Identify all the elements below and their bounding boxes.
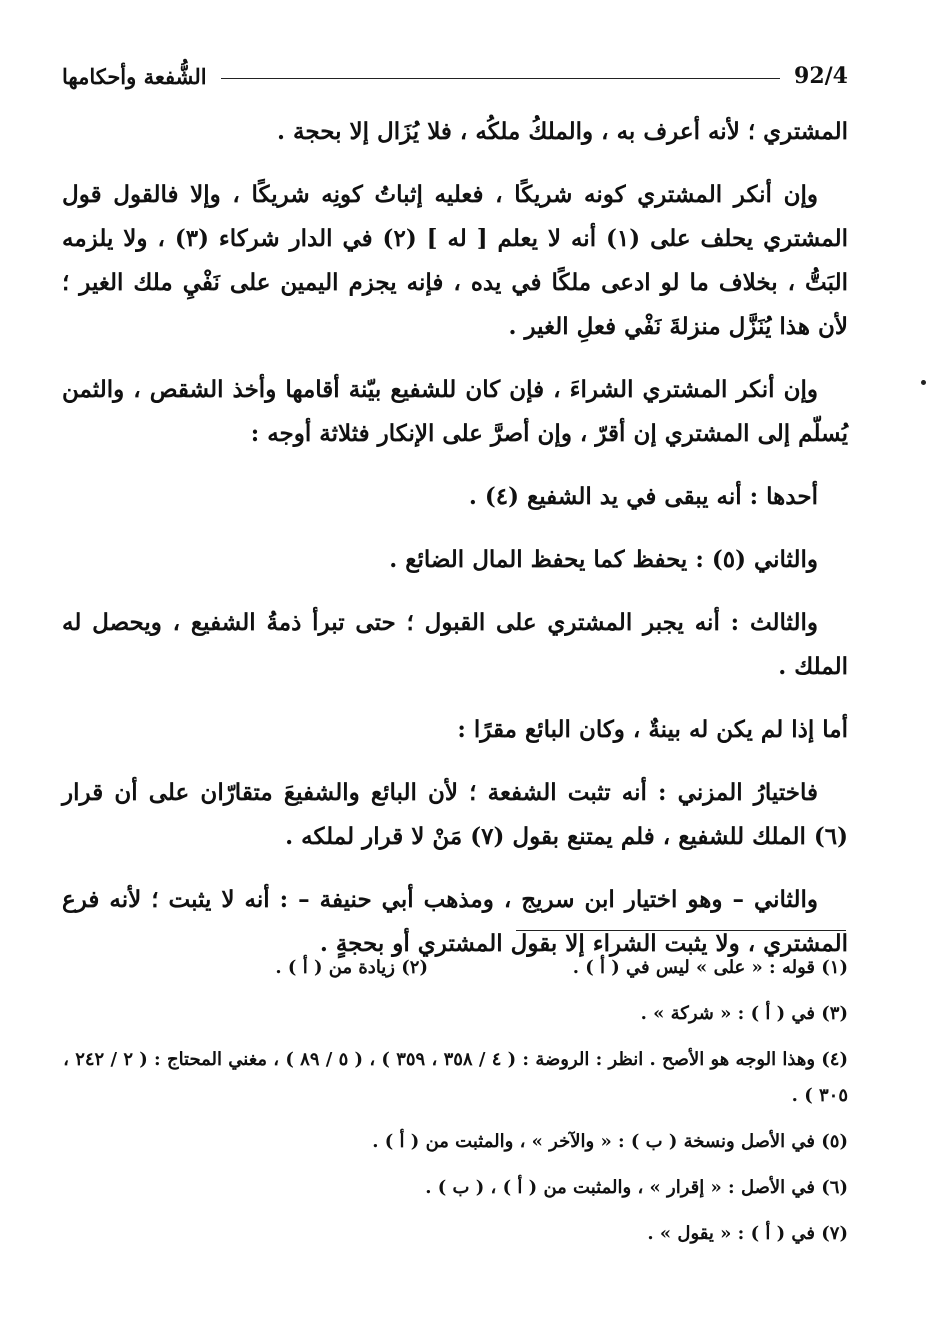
paragraph: فاختيارُ المزني : أنه تثبت الشفعة ؛ لأن البائع والشفيعَ متقارّان على أن قرار (٦) الملك للشفيع ، فلم يمتنع بقول (٧) مَنْ لا قرار لملكه . (62, 779, 848, 850)
paragraph: أما إذا لم يكن له بينةٌ ، وكان البائع مقرًا : (457, 716, 848, 743)
footnote-6: (٦) في الأصل : « إقرار » ، والمثبت من ( أ ) ، ( ب ) . (425, 1177, 848, 1198)
footnote-5: (٥) في الأصل ونسخة ( ب ) : « والآخر » ، والمثبت من ( أ ) . (372, 1131, 848, 1152)
page-number: 92/4 (794, 63, 848, 89)
main-text (62, 110, 848, 985)
footnote-1: (١) قوله : « على » ليس في ( أ ) . (572, 957, 848, 978)
paragraph: وإن أنكر المشتري الشراءَ ، فإن كان للشفيع بيّنة أقامها وأخذ الشقص ، والثمن يُسلّم إلى المشتري إن أقرّ ، وإن أصرَّ على الإنكار فثلاثة أوجه : (62, 376, 848, 447)
footnote-3: (٣) في ( أ ) : « شركة » . (640, 1003, 848, 1024)
running-title: الشُّفعة وأحكامها (62, 63, 207, 89)
page-header (62, 56, 848, 96)
footnote-4: (٤) وهذا الوجه هو الأصح . انظر : الروضة : ( ٤ / ٣٥٨ ، ٣٥٩ ) ، ( ٥ / ٨٩ ) ، مغني المحتاج : ( ٢ / ٢٤٢ ، ٣٠٥ ) . (63, 1049, 848, 1106)
header-rule (221, 78, 780, 79)
paragraph: المشتري ؛ لأنه أعرف به ، والملكُ ملكُه ، فلا يُزَال إلا بحجة . (277, 118, 848, 145)
paragraph: والثاني (٥) : يحفظ كما يحفظ المال الضائع . (389, 546, 818, 573)
footnotes (62, 950, 848, 1262)
paragraph: والثاني – وهو اختيار ابن سريج ، ومذهب أبي حنيفة – : أنه لا يثبت ؛ لأنه فرع المشتري ، ولا يثبت الشراء إلا بقول المشتري أو بحجةٍ . (62, 886, 848, 957)
footnote-2: (٢) زيادة من ( أ ) . (275, 957, 428, 978)
footnote-separator (516, 930, 846, 931)
footnote-7: (٧) في ( أ ) : « يقول » . (647, 1223, 848, 1244)
footnote-row (62, 950, 848, 986)
paragraph: وإن أنكر المشتري كونه شريكًا ، فعليه إثباتُ كونِه شريكًا ، وإلا فالقول قول المشتري يحلف على (١) أنه لا يعلم [ له ] (٢) في الدار شركاء (٣) ، ولا يلزمه البَتُّ ، بخلاف ما لو ادعى ملكًا في يده ، فإنه يجزم اليمين على نَفْيِ ملك الغير ؛ لأن هذا يُنَزَّل منزلةَ نَفْي فعلِ الغير . (62, 181, 848, 340)
paragraph: أحدها : أنه يبقى في يد الشفيع (٤) . (468, 483, 818, 510)
paragraph: والثالث : أنه يجبر المشتري على القبول ؛ حتى تبرأ ذمةُ الشفيع ، ويحصل له الملك . (62, 609, 848, 680)
margin-dot (921, 380, 926, 385)
